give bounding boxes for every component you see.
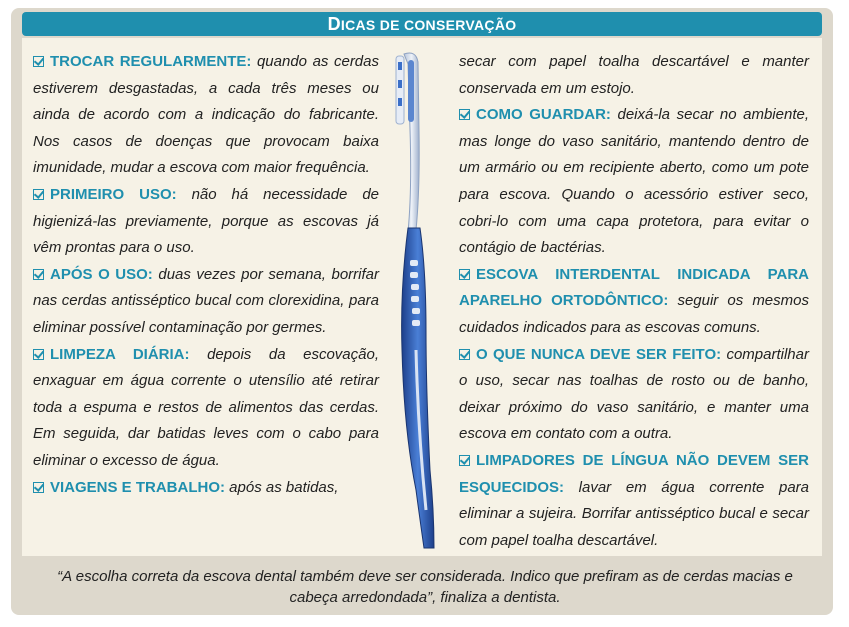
tip-text: compartilhar o uso, secar nas toalhas de rosto ou de banho, deixar próximo do vaso sanitário, e manter uma escova em contato com a outra. — [459, 345, 809, 443]
tip-item — [33, 182, 379, 262]
tip-keyword: O QUE NUNCA DEVE SER FEITO: — [476, 345, 722, 363]
tip-item — [33, 475, 379, 502]
tip-keyword: ESCOVA INTERDENTAL INDICADA PARA APARELHO ORTODÔNTICO: — [459, 265, 809, 310]
tip-item — [33, 342, 379, 475]
checkbox-icon — [459, 269, 470, 280]
header-title-initial: D — [327, 14, 341, 34]
checkbox-icon — [459, 109, 470, 120]
checkbox-icon — [459, 455, 470, 466]
tip-item — [33, 49, 379, 182]
tip-item — [459, 262, 809, 342]
tip-text: duas vezes por semana, borrifar nas cerdas antisséptico bucal com clorexidina, para eliminar possível contaminação por germes. — [33, 265, 380, 336]
tip-item — [459, 102, 809, 262]
checkbox-icon — [33, 269, 44, 280]
tip-text: seguir os mesmos cuidados indicados para as escovas comuns. — [459, 292, 809, 336]
toothbrush-illustration — [386, 50, 446, 555]
tip-text: deixá-la secar no ambiente, mas longe do vaso sanitário, mantendo dentro de um armário ou em recipiente aberto, como um pote para escova. Quando o acessório estiver seco, cobri-lo com uma capa protetora, para evitar o contágio de bactérias. — [459, 106, 809, 257]
tip-text: quando as cerdas estiverem desgastadas, a cada três meses ou ainda de acordo com a indicação do fabricante. Nos casos de doenças que provocam baixa imunidade, mudar a escova com maior frequência. — [33, 53, 379, 177]
tip-keyword: APÓS O USO: — [50, 265, 153, 283]
tip-keyword: LIMPEZA DIÁRIA: — [50, 345, 190, 363]
tip-keyword: PRIMEIRO USO: — [50, 185, 177, 203]
checkbox-icon — [33, 189, 44, 200]
tip-text: depois da escovação, enxaguar em água corrente o utensílio até retirar toda a espuma e restos de alimentos das cerdas. Em seguida, dar batidas leves com o cabo para eliminar o excesso de água. — [33, 345, 379, 469]
tip-keyword: VIAGENS E TRABALHO: — [50, 478, 226, 496]
tip-text: lavar em água corrente para eliminar a sujeira. Borrifar antisséptico bucal e secar com papel toalha descartável. — [459, 478, 809, 549]
tip-continuation: secar com papel toalha descartável e manter conservada em um estojo. — [459, 53, 809, 97]
tip-item — [459, 342, 809, 448]
checkbox-icon — [33, 56, 44, 67]
section-header — [22, 12, 822, 36]
dentist-quote: “A escolha correta da escova dental também deve ser considerada. Indico que prefiram as de cerdas macias e cabeça arredondada”, finaliza a dentista. — [57, 568, 793, 606]
left-column — [33, 49, 379, 501]
checkbox-icon — [33, 349, 44, 360]
tip-keyword: COMO GUARDAR: — [476, 106, 611, 124]
right-column — [459, 49, 809, 554]
tip-keyword: LIMPADORES DE LÍNGUA NÃO DEVEM SER ESQUECIDOS: — [459, 451, 809, 496]
tip-text: não há necessidade de higienizá-las previamente, porque as escovas já vêm prontas para o uso. — [33, 185, 380, 257]
tip-item — [33, 262, 379, 342]
checkbox-icon — [33, 482, 44, 493]
tip-item — [459, 448, 809, 554]
tip-text: após as batidas, — [225, 478, 339, 496]
checkbox-icon — [459, 349, 470, 360]
header-title-rest: ICAS DE CONSERVAÇÃO — [340, 17, 517, 33]
tip-keyword: TROCAR REGULARMENTE: — [50, 53, 252, 70]
